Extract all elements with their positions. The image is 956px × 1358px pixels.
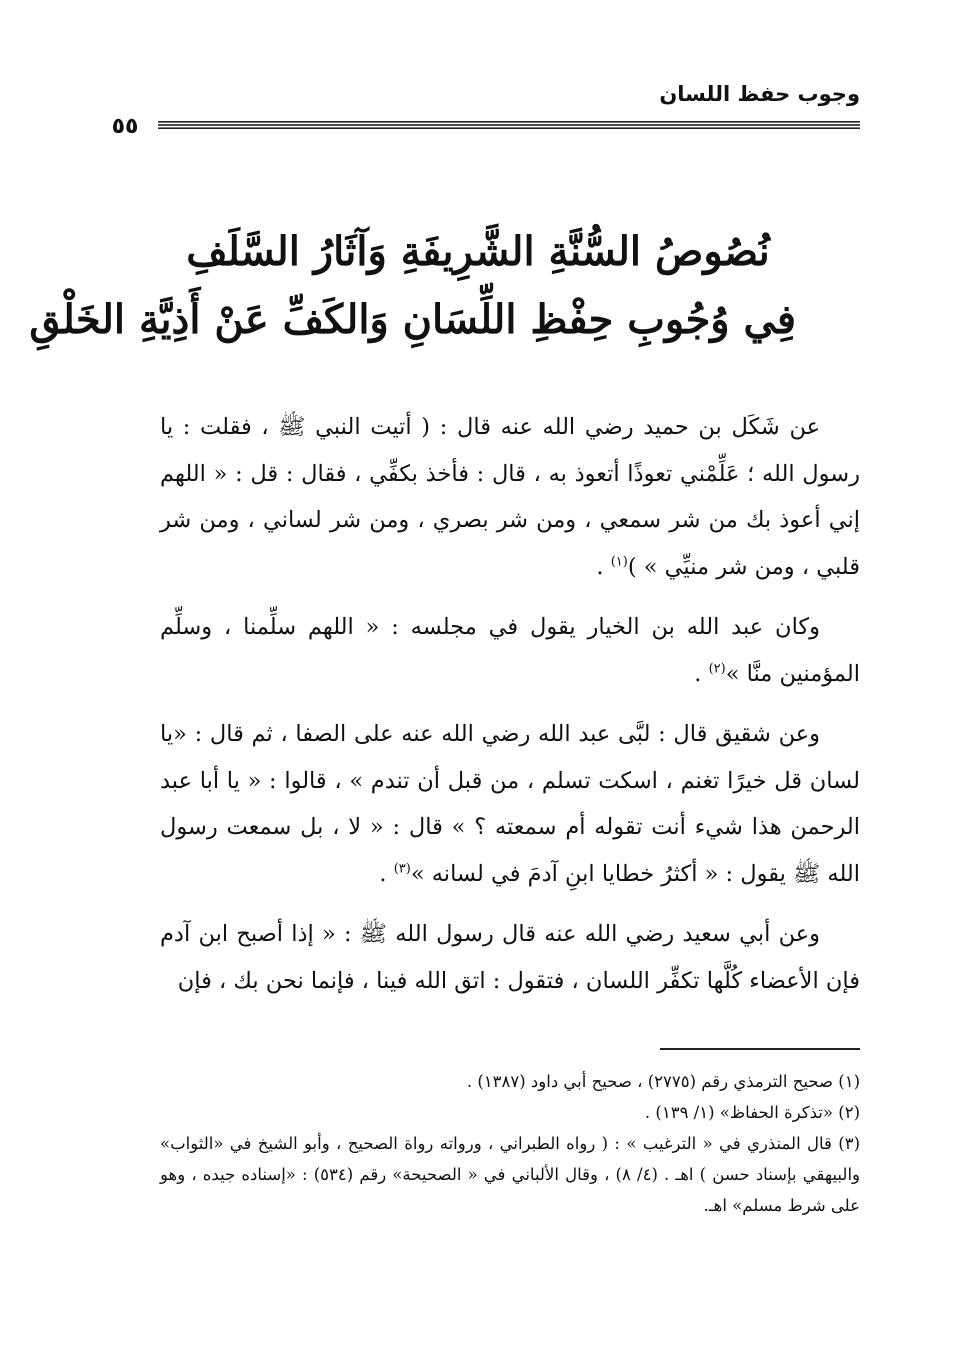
page-number: ٥٥ bbox=[111, 114, 139, 139]
paragraph-1-end: . bbox=[596, 553, 611, 580]
chapter-title-line-2: فِي وُجُوبِ حِفْظِ اللِّسَانِ وَالكَفِّ عَنْ أَذِيَّةِ الخَلْقِ bbox=[29, 296, 796, 343]
body-text bbox=[160, 404, 860, 1018]
footnote-3: (٣) قال المنذري في « الترغيب » : ( رواه الطبراني ، ورواته رواة الصحيح ، وأبو الشيخ في «الثواب» والبيهقي بإسناد حسن ) اهـ . (٤/ ٨) ، وقال الألباني في « الصحيحة» رقم (٥٣٤) : «إسناده جيده ، وهو على شرط مسلم» اهـ. bbox=[160, 1134, 860, 1215]
footnote-ref-2: (٢) bbox=[708, 661, 726, 676]
paragraph-4-text: وعن أبي سعيد رضي الله عنه قال رسول الله ﷺ : « إذا أصبح ابن آدم فإن الأعضاء كُلَّها تكفِّر اللسان ، فتقول : اتق الله فينا ، فإنما نحن بك ، فإن bbox=[160, 921, 860, 994]
running-header-title: وجوب حفظ اللسان bbox=[659, 82, 860, 106]
footnotes bbox=[160, 1066, 860, 1221]
paragraph-3-text: وعن شقيق قال : لبَّى عبد الله رضي الله عنه على الصفا ، ثم قال : «يا لسان قل خيرًا تغنم ، اسكت تسلم ، من قبل أن تندم » ، قالوا : « يا أبا عبد الرحمن هذا شيء أنت تقوله أم سمعته ؟ » قال : « لا ، بل سمعت رسول الله ﷺ يقول : « أكثرُ خطايا ابنِ آدمَ في لسانه » bbox=[160, 721, 860, 887]
footnote-ref-3: (٣) bbox=[393, 861, 411, 876]
paragraph-2-text: وكان عبد الله بن الخيار يقول في مجلسه : « اللهم سلِّمنا ، وسلِّم المؤمنين منَّا » bbox=[160, 614, 860, 687]
chapter-title-line-1: نُصُوصُ السُّنَّةِ الشَّرِيفَةِ وَآثَارُ السَّلَفِ bbox=[186, 228, 770, 275]
paragraph-3 bbox=[160, 711, 860, 897]
footnote-separator bbox=[660, 1048, 860, 1050]
paragraph-2-end: . bbox=[694, 660, 709, 687]
chapter-title bbox=[29, 218, 796, 354]
footnote-1: (١) صحيح الترمذي رقم (٢٧٧٥) ، صحيح أبي داود (١٣٨٧) . bbox=[466, 1072, 860, 1091]
paragraph-1-text: عن شَكَل بن حميد رضي الله عنه قال : ( أتيت النبي ﷺ ، فقلت : يا رسول الله ؛ عَلِّمْني تعوذًا أتعوذ به ، قال : فأخذ بكفِّي ، فقال : قل : « اللهم إني أعوذ بك من شر سمعي ، ومن شر بصري ، ومن شر لساني ، ومن شر قلبي ، ومن شر منيِّي » ) bbox=[160, 414, 860, 580]
footnote-2: (٢) «تذكرة الحفاظ» (١/ ١٣٩) . bbox=[644, 1103, 860, 1122]
footnote-ref-1: (١) bbox=[610, 554, 628, 569]
page-number-divider bbox=[152, 120, 154, 132]
header-rule bbox=[158, 120, 860, 132]
paragraph-1 bbox=[160, 404, 860, 590]
paragraph-3-end: . bbox=[379, 860, 394, 887]
paragraph-2 bbox=[160, 604, 860, 697]
paragraph-4 bbox=[160, 911, 860, 1004]
